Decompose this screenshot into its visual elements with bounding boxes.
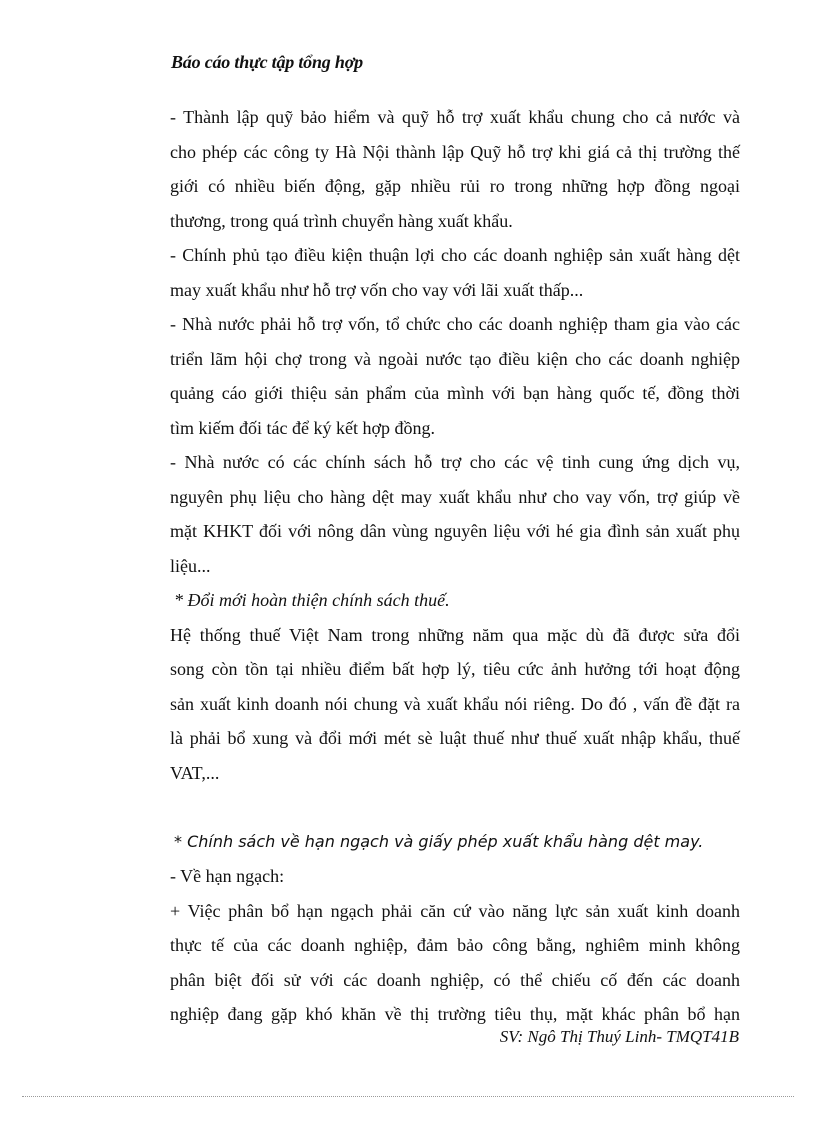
text-line: - Nhà nước có các chính sách hỗ trợ cho các vệ tinh cung ứng dịch vụ,: [170, 452, 740, 472]
document-body: [170, 100, 740, 1032]
text-line: quảng cáo giới thiệu sản phẩm của mình với bạn hàng quốc tế, đồng thời: [170, 383, 740, 403]
text-line: là phải bổ xung và đổi mới mét sè luật thuế như thuế xuất nhập khẩu, thuế: [170, 728, 740, 748]
text-line: VAT,...: [170, 762, 220, 783]
page-header-title: Báo cáo thực tập tổng hợp: [171, 52, 363, 72]
text-line: - Chính phủ tạo điều kiện thuận lợi cho các doanh nghiệp sản xuất hàng dệt: [170, 245, 740, 265]
text-line: sản xuất kinh doanh nói chung và xuất khẩu nói riêng. Do đó , vấn đề đặt ra: [170, 693, 740, 714]
text-line: phân biệt đối sử với các doanh nghiệp, có thể chiếu cố đến các doanh: [170, 969, 740, 990]
text-line: may xuất khẩu như hỗ trợ vốn cho vay với lãi xuất thấp...: [170, 279, 584, 300]
blank-line: [170, 790, 740, 825]
text-line: nghiệp đang gặp khó khăn về thị trường tiêu thụ, mặt khác phân bổ hạn: [170, 1004, 740, 1024]
text-line: + Việc phân bổ hạn ngạch phải căn cứ vào năng lực sản xuất kinh doanh: [170, 900, 740, 921]
page-footer-author: SV: Ngô Thị Thuý Linh- TMQT41B: [499, 1027, 739, 1046]
text-line: thương, trong quá trình chuyển hàng xuất khẩu.: [170, 210, 513, 231]
text-line: tìm kiếm đối tác để ký kết hợp đồng.: [170, 417, 435, 438]
text-line: thực tế của các doanh nghiệp, đảm bảo công bằng, nghiêm minh không: [170, 935, 740, 955]
text-line: liệu...: [170, 555, 211, 576]
text-line: - Về hạn ngạch:: [170, 866, 285, 886]
text-line: nguyên phụ liệu cho hàng dệt may xuất khẩu như cho vay vốn, trợ giúp về: [170, 486, 740, 507]
text-line: song còn tồn tại nhiều điểm bất hợp lý, tiêu cức ảnh hưởng tới hoạt động: [170, 659, 740, 679]
text-line: triển lãm hội chợ trong và ngoài nước tạo điều kiện cho các doanh nghiệp: [170, 348, 740, 369]
text-line: cho phép các công ty Hà Nội thành lập Quỹ hỗ trợ khi giá cả thị trường thế: [170, 141, 740, 162]
page-bottom-divider: [22, 1096, 794, 1097]
text-line: mặt KHKT đối với nông dân vùng nguyên liệu với hé gia đình sản xuất phụ: [170, 521, 740, 541]
text-line: - Nhà nước phải hỗ trợ vốn, tổ chức cho các doanh nghiệp tham gia vào các: [170, 314, 740, 334]
section-heading: * Chính sách về hạn ngạch và giấy phép xuất khẩu hàng dệt may.: [174, 831, 704, 851]
text-line: giới có nhiều biến động, gặp nhiều rủi ro trong những hợp đồng ngoại: [170, 176, 740, 196]
section-heading: * Đổi mới hoàn thiện chính sách thuế.: [174, 590, 450, 610]
text-line: - Thành lập quỹ bảo hiểm và quỹ hỗ trợ xuất khẩu chung cho cả nước và: [170, 107, 740, 127]
text-line: Hệ thống thuế Việt Nam trong những năm qua mặc dù đã được sửa đổi: [170, 624, 740, 645]
